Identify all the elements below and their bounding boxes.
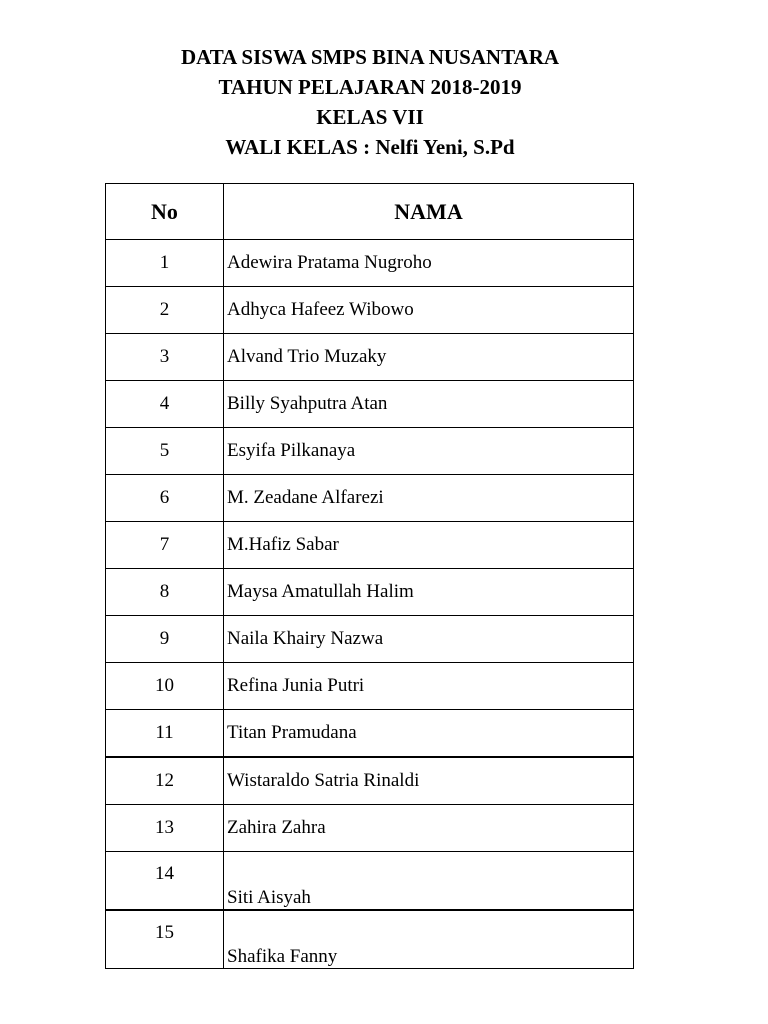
student-name: Shafika Fanny	[224, 910, 634, 969]
row-number: 4	[106, 381, 224, 428]
student-name: Maysa Amatullah Halim	[224, 569, 634, 616]
student-name: Refina Junia Putri	[224, 663, 634, 710]
table-row	[106, 381, 634, 428]
row-number: 8	[106, 569, 224, 616]
row-number: 9	[106, 616, 224, 663]
row-number: 11	[106, 710, 224, 758]
row-number: 13	[106, 805, 224, 852]
student-name: Wistaraldo Satria Rinaldi	[224, 757, 634, 805]
table-row	[106, 616, 634, 663]
student-name: Naila Khairy Nazwa	[224, 616, 634, 663]
row-number: 12	[106, 757, 224, 805]
row-number: 10	[106, 663, 224, 710]
student-name: M.Hafiz Sabar	[224, 522, 634, 569]
table-row	[106, 287, 634, 334]
row-number: 14	[106, 852, 224, 911]
column-header-no: No	[106, 184, 224, 240]
student-name: Zahira Zahra	[224, 805, 634, 852]
student-name: Titan Pramudana	[224, 710, 634, 758]
table-row	[106, 663, 634, 710]
student-name: Billy Syahputra Atan	[224, 381, 634, 428]
table-row	[106, 910, 634, 969]
homeroom-teacher: WALI KELAS : Nelfi Yeni, S.Pd	[225, 135, 515, 159]
row-number: 3	[106, 334, 224, 381]
student-name: Esyifa Pilkanaya	[224, 428, 634, 475]
column-header-nama: NAMA	[224, 184, 634, 240]
table-row	[106, 710, 634, 758]
class-label: KELAS VII	[316, 105, 424, 129]
row-number: 7	[106, 522, 224, 569]
row-number: 5	[106, 428, 224, 475]
row-number: 6	[106, 475, 224, 522]
student-name: M. Zeadane Alfarezi	[224, 475, 634, 522]
table-row	[106, 757, 634, 805]
student-table	[105, 183, 634, 969]
table-row	[106, 852, 634, 911]
row-number: 15	[106, 910, 224, 969]
row-number: 1	[106, 240, 224, 287]
student-name: Adhyca Hafeez Wibowo	[224, 287, 634, 334]
student-name: Alvand Trio Muzaky	[224, 334, 634, 381]
table-header-row	[106, 184, 634, 240]
student-name: Adewira Pratama Nugroho	[224, 240, 634, 287]
table-row	[106, 334, 634, 381]
row-number: 2	[106, 287, 224, 334]
academic-year: TAHUN PELAJARAN 2018-2019	[218, 75, 522, 99]
document-heading	[0, 42, 740, 162]
school-title: DATA SISWA SMPS BINA NUSANTARA	[180, 45, 560, 69]
table-row	[106, 428, 634, 475]
student-name: Siti Aisyah	[224, 852, 634, 911]
table-row	[106, 475, 634, 522]
table-row	[106, 569, 634, 616]
table-row	[106, 240, 634, 287]
table-row	[106, 805, 634, 852]
table-row	[106, 522, 634, 569]
